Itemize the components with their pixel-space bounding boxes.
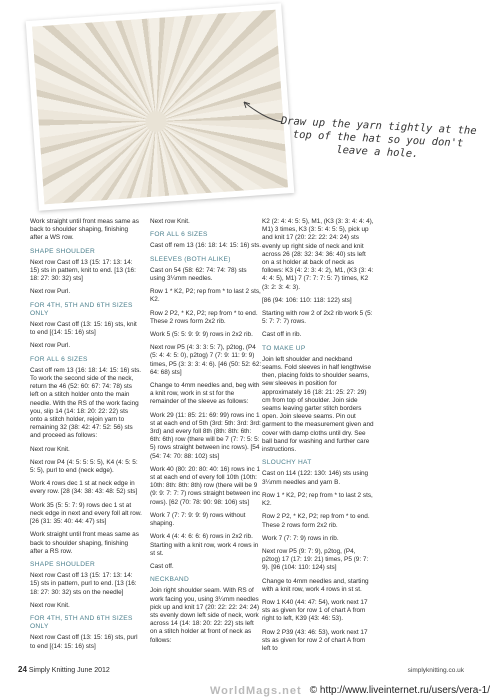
site-url: simplyknitting.co.uk — [407, 667, 464, 674]
column-2 — [150, 218, 262, 650]
pattern-paragraph: Next row Cast off 13 (15: 17: 13: 14: 15) sts in pattern, purl to end. [13 (16: 18: 27: 30: 32) sts on the needle] — [30, 572, 137, 596]
pattern-paragraph: Join right shoulder seam. With RS of work facing you, using 3¼mm needles pick up and knit 17 (20: 22: 22: 24: 24) sts evenly down left side of neck, work across 14 (14: 18: 20: 22: 22) sts left on a stitch holder at front of neck as follows: — [150, 587, 260, 644]
pattern-paragraph: Next row Cast off (13: 15: 16) sts, knit to end [(14: 15: 16) sts] — [30, 321, 137, 337]
section-heading: SHAPE SHOULDER — [30, 247, 96, 255]
pattern-paragraph: Cast on 54 (58: 62: 74: 74: 78) sts using 3¼mm needles. — [150, 266, 247, 283]
handwritten-note: Draw up the yarn tightly at the top of the hat so you don't leave a hole. — [280, 114, 477, 161]
pattern-paragraph: Work straight until front meas same as back to shoulder shaping, finishing after a WS row. — [30, 218, 139, 242]
pattern-paragraph: Next row P5 (4: 3: 3: 5: 7), p2tog, (P4 (5: 4: 4: 5: 0), p2tog) 7 (7: 9: 11: 9: 9) times, P5 (3: 3: 3: 4: 6). [46 (50: 52: 62: 64: 68) sts] — [150, 344, 262, 376]
pattern-paragraph: Next row Purl. — [30, 288, 71, 296]
pattern-paragraph: Next row Cast off 13 (15: 17: 13: 14: 15) sts in pattern, knit to end. [13 (16: 18: 27: 30: 32) sts] — [30, 258, 136, 283]
pattern-paragraph: Cast off rem 13 (16: 18: 14: 15: 16) sts. To work the second side of the neck, return the 46 (52: 60: 67: 74: 78) sts left on a stitch holder onto the main needle. With the RS of the work facing you, slip 14 (14: 18: 20: 22: 22) sts onto a stitch holder, rejoin yarn to remaining 32 (38: 42: 47: 52: 56) sts and proceed as follows: — [30, 366, 142, 440]
column-1 — [30, 218, 142, 656]
pattern-paragraph: Next row P4 (4: 5: 5: 5: 5), K4 (4: 5: 5: 5: 5), purl to end (neck edge). — [30, 458, 138, 475]
pattern-paragraph: Next row Cast off (13: 15: 16) sts, purl to end [(14: 15: 16) sts] — [30, 634, 138, 650]
section-heading: FOR 4TH, 5TH AND 6TH SIZES ONLY — [30, 301, 133, 317]
pattern-paragraph: Cast off. — [150, 562, 174, 570]
pattern-paragraph: Starting with row 2 of 2x2 rib work 5 (5: 5: 7: 7: 7) rows. — [262, 310, 373, 326]
pattern-paragraph: Work 5 (5: 5: 9: 9: 9) rows in 2x2 rib. — [150, 331, 253, 339]
pattern-paragraph: Row 1 K40 (44: 47: 54), work next 17 sts as given for row 1 of chart A from right to left, K39 (43: 46: 53). — [262, 598, 368, 623]
section-heading: FOR ALL 6 SIZES — [150, 231, 208, 239]
url-watermark: © http://www.liveinternet.ru/users/vera-1/ — [309, 685, 490, 696]
pattern-paragraph: Next row P5 (9: 7: 9), p2tog, (P4, p2tog) 17 (17: 19: 21) times, P5 (9: 7: 9). [96 (104: 110: 124) sts] — [262, 547, 369, 572]
pattern-paragraph: Row 1 * K2, P2; rep from * to last 2 sts, K2. — [150, 288, 261, 304]
pattern-paragraph: Work 7 (7: 7: 9: 9: 9) rows without shaping. — [150, 511, 246, 528]
page-number: 24 — [18, 665, 27, 674]
pattern-paragraph: Cast off in rib. — [262, 331, 302, 339]
pattern-paragraph: Next row Knit. — [30, 601, 70, 609]
pattern-paragraph: Work 29 (11: 85: 21: 69: 99) rows inc 1 st at each end of 5th (3rd: 5th: 3rd: 3rd: 3rd) and every foll 8th (8th: 8th: 6th: 6th: 6th) row (there will be 7 (7: 7: 5: 5: 5) rows straight between inc rows). [54 (54: 74: 70: 88: 102) sts] — [150, 411, 261, 460]
pattern-paragraph: Change to 4mm needles and, beg with a knit row, work in st st for the remainder of the sleeve as follows: — [150, 382, 260, 406]
hat-photo — [0, 0, 494, 215]
pattern-paragraph: Change to 4mm needles and, starting with a knit row, work 4 rows in st st. — [262, 577, 369, 593]
pattern-paragraph: Next row Knit. — [30, 445, 70, 453]
section-heading: NECKBAND — [150, 576, 190, 584]
column-3 — [262, 218, 374, 658]
pattern-paragraph: Work straight until front meas same as back to shoulder shaping, finishing after a RS row. — [30, 531, 139, 555]
pattern-paragraph: Row 2 P2, * K2, P2; rep from * to end. These 2 rows form 2x2 rib. — [262, 513, 370, 529]
pattern-paragraph: Row 1 * K2, P2; rep from * to last 2 sts, K2. — [262, 491, 373, 508]
section-heading: FOR 4TH, 5TH AND 6TH SIZES ONLY — [30, 614, 133, 631]
pattern-paragraph: Next row Purl. — [30, 342, 71, 350]
pattern-paragraph: Next row Knit. — [150, 218, 190, 225]
pattern-paragraph: [86 (94: 106: 110: 118: 122) sts] — [262, 296, 352, 304]
pattern-paragraph: Work 7 (7: 7: 9) rows in rib. — [262, 534, 339, 542]
arrow-icon — [236, 96, 284, 126]
pattern-columns — [0, 218, 494, 658]
magazine-issue: Simply Knitting June 2012 — [28, 667, 110, 674]
section-heading: TO MAKE UP — [262, 344, 306, 352]
pattern-paragraph: Join left shoulder and neckband seams. Fold sleeves in half lengthwise then, placing folds to shoulder seams, sew sleeves in position for approximately 16 (18: 21: 25: 27: 29) cm from top of shoulder. Join side seams leaving garter stitch borders open. Join sleeve seams. Pin out garment to the measurement given and cover with damp cloths until dry. See ball band for washing and further care instructions. — [262, 355, 374, 454]
section-heading: SLEEVES (BOTH ALIKE) — [150, 255, 231, 263]
pattern-paragraph: Row 2 P2, * K2, P2; rep from * to end. These 2 rows form 2x2 rib. — [150, 309, 258, 325]
watermark: WorldMags.net — [210, 685, 302, 697]
section-heading: SHAPE SHOULDER — [30, 560, 96, 568]
pattern-paragraph: Row 2 P39 (43: 46: 53), work next 17 sts as given for row 2 of chart A from left to — [262, 628, 368, 652]
pattern-paragraph: K2 (2: 4: 4: 5: 5), M1, (K3 (3: 3: 4: 4: 4), M1) 3 times, K3 (3: 5: 4: 5: 5), pick up and knit 17 (20: 22: 22: 24: 24) sts evenly up right side of neck and knit across 26 (28: 32: 34: 36: 40) sts left on a st holder at back of neck as follows: K3 (4: 2: 3: 4: 2), M1, (K3 (3: 4: 4: 4: 5), M1) 7 (7: 7: 7: 5: 7) times, K2 (3: 2: 3: 4: 3). — [262, 218, 374, 291]
pattern-paragraph: Work 4 (4: 4: 6: 6: 6) rows in 2x2 rib. Starting with a knit row, work 4 rows in st st. — [150, 533, 259, 557]
section-heading: SLOUCHY HAT — [262, 459, 312, 467]
pattern-paragraph: Work 40 (80: 20: 80: 40: 16) rows inc 1 st at each end of every foll 10th (10th: 10th: 8th: 8th: 8th) row (there will be 9 (9: 9: 7: 7: 7) rows straight between inc rows). [62 (70: 78: 90: 98: 106) sts] — [150, 465, 261, 506]
pattern-paragraph: Work 35 (5: 5: 7: 9) rows dec 1 st at neck edge in next and every foll alt row. [26 (31: 35: 40: 44: 47) sts] — [30, 501, 142, 526]
pattern-paragraph: Work 4 rows dec 1 st at neck edge in every row. [28 (34: 38: 43: 48: 52) sts] — [30, 480, 138, 496]
section-heading: FOR ALL 6 SIZES — [30, 355, 88, 363]
page-folio — [18, 665, 110, 674]
pattern-paragraph: Cast off rem 13 (16: 18: 14: 15: 16) sts. — [150, 242, 262, 250]
pattern-paragraph: Cast on 114 (122: 130: 146) sts using 3¼mm needles and yarn B. — [262, 470, 369, 486]
